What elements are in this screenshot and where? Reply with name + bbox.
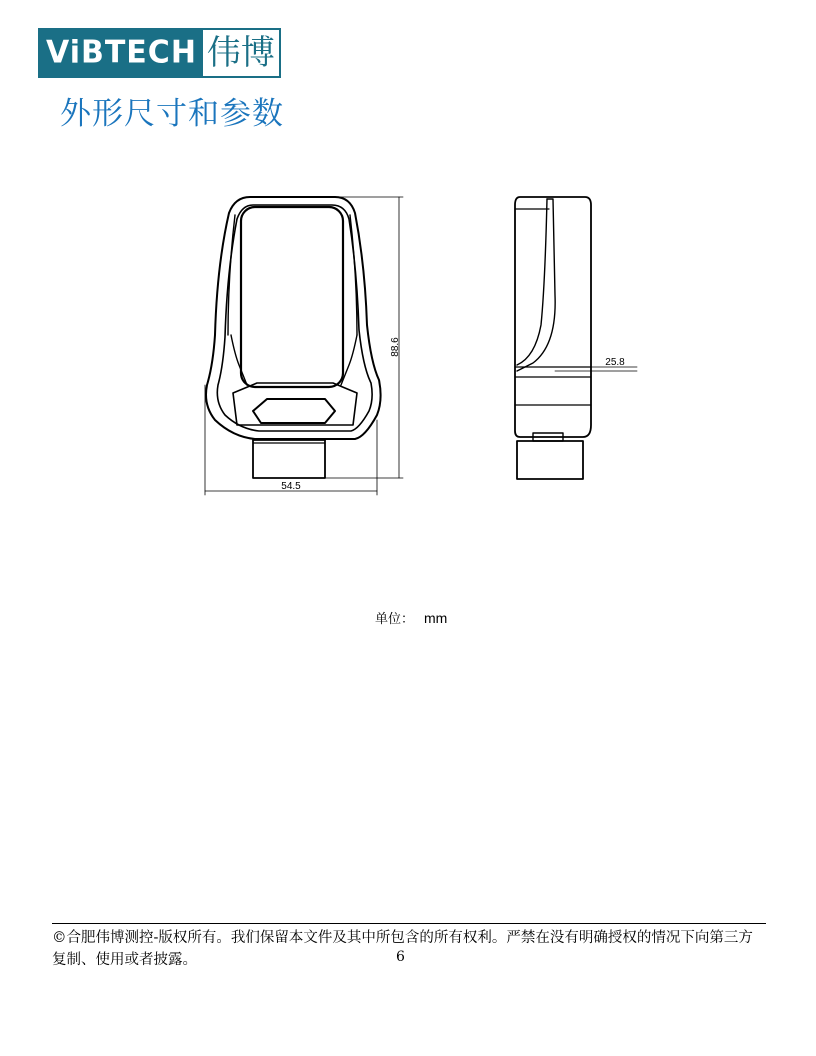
dimension-depth-label: 25.8 [605, 357, 625, 368]
unit-value: mm [424, 610, 448, 626]
front-view [205, 197, 403, 495]
footer-divider [52, 923, 766, 924]
logo-text-cn: 伟博 [203, 30, 279, 76]
company-logo [38, 28, 281, 78]
dimension-width-label: 54.5 [281, 481, 301, 492]
page-number: 6 [396, 949, 405, 965]
footer-copyright: ©合肥伟博测控-版权所有。我们保留本文件及其中所包含的所有权利。严禁在没有明确授权的情况下向第三方复制、使用或者披露。 [52, 930, 753, 968]
unit-note [375, 608, 447, 627]
dimension-height-label: 88.6 [390, 337, 401, 357]
page-title: 外形尺寸和参数 [60, 96, 284, 132]
side-view [515, 197, 637, 479]
logo-text-en: ViBTECH [40, 29, 203, 77]
unit-label-text: 单位： [375, 612, 415, 627]
dimension-drawing [195, 185, 645, 500]
